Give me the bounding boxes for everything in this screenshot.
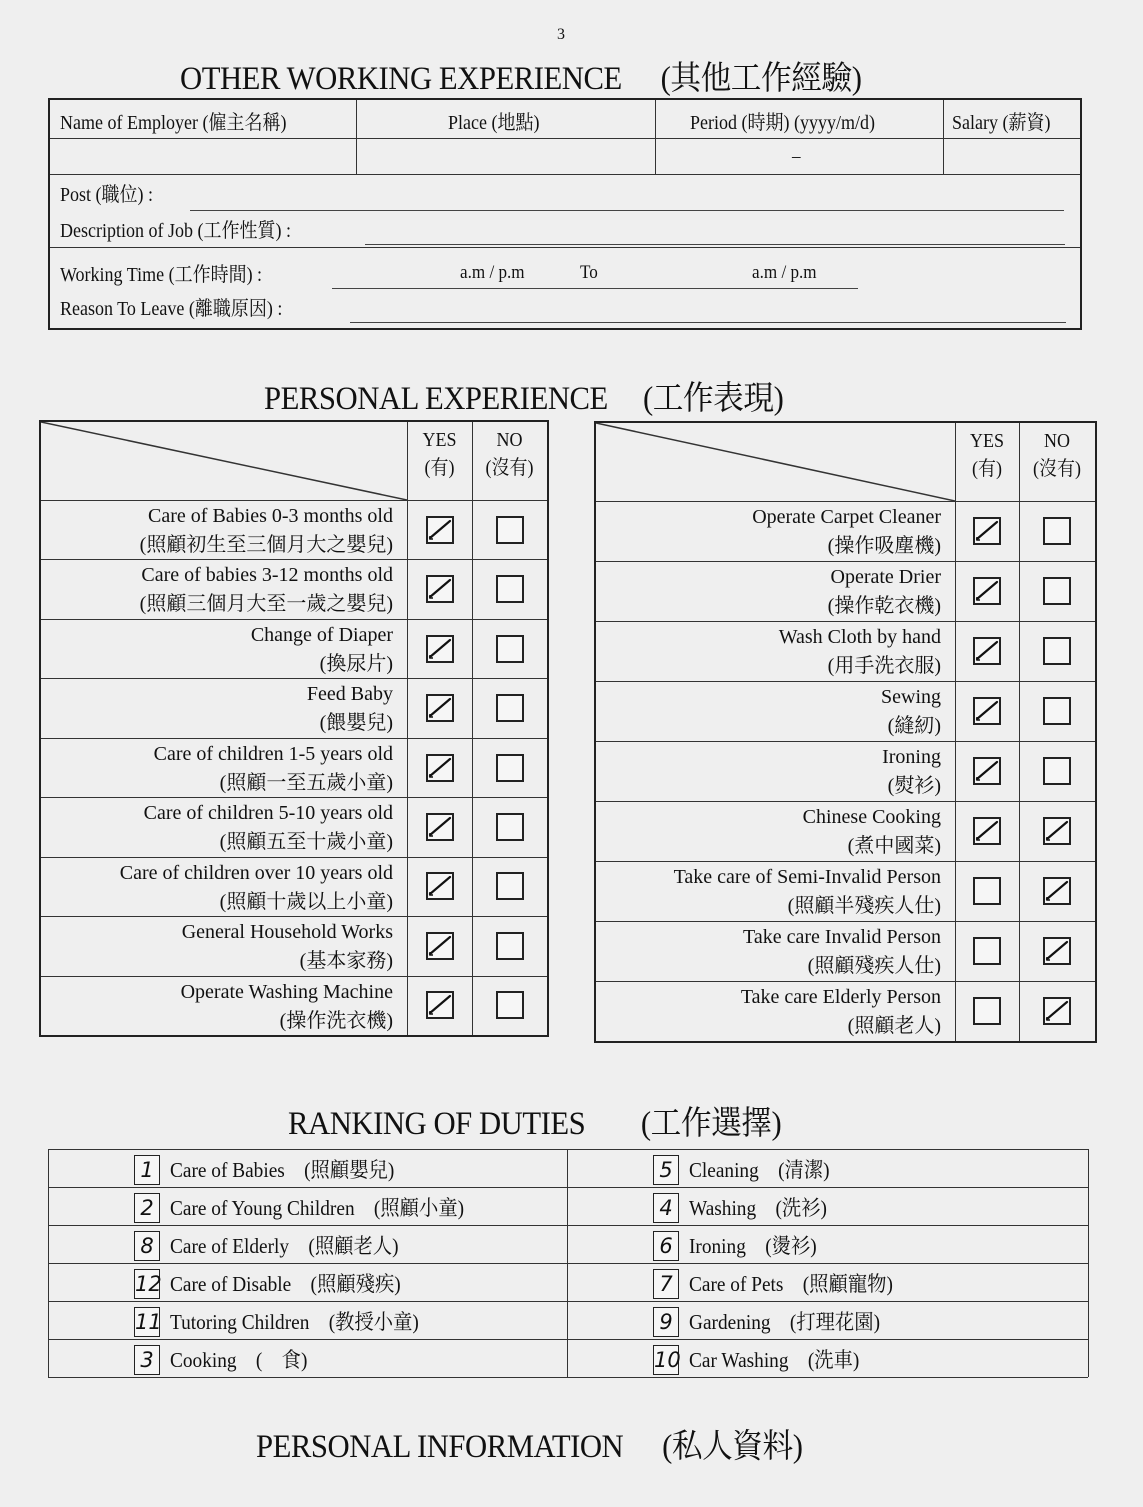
- yes-checkbox[interactable]: [426, 813, 454, 841]
- no-checkbox[interactable]: [496, 754, 524, 782]
- rk-title-zh: (工作選擇): [640, 1106, 782, 1142]
- rank-number-box[interactable]: 10: [653, 1345, 679, 1375]
- ranking-item-label: Tutoring Children (教授小童): [170, 1310, 419, 1335]
- no-checkbox[interactable]: [1043, 757, 1071, 785]
- ranking-item-label: Cleaning (清潔): [689, 1158, 830, 1183]
- no-checkbox[interactable]: [1043, 997, 1071, 1025]
- experience-label-zh: (操作洗衣機): [279, 1009, 393, 1032]
- experience-label-zh: (照顧一至五歲小童): [219, 771, 393, 794]
- col-salary: Salary (薪資): [952, 112, 1051, 134]
- owe-title-zh: (其他工作經驗): [660, 61, 862, 97]
- no-checkbox[interactable]: [1043, 817, 1071, 845]
- personal-experience-table-right: [594, 421, 1097, 1043]
- experience-label-zh: (操作吸塵機): [827, 535, 941, 557]
- experience-row-label: [307, 680, 393, 738]
- reason-label: Reason To Leave (離職原因) :: [60, 298, 283, 320]
- no-header-en: NO: [1043, 430, 1070, 452]
- experience-label-en: General Household Works: [181, 921, 393, 944]
- yes-checkbox[interactable]: [973, 997, 1001, 1025]
- experience-row-label: [182, 918, 393, 976]
- no-header-zh: (沒有): [1032, 458, 1081, 480]
- col-period: Period (時期) (yyyy/m/d): [690, 112, 875, 134]
- ranking-item-label: Car Washing (洗車): [689, 1348, 860, 1373]
- experience-label-zh: (操作乾衣機): [827, 595, 941, 617]
- experience-label-en: Operate Washing Machine: [180, 980, 393, 1003]
- experience-label-zh: (熨衫): [887, 775, 941, 797]
- rank-number-box[interactable]: 7: [653, 1269, 679, 1299]
- header-diagonal-line: [41, 422, 407, 500]
- no-checkbox[interactable]: [496, 932, 524, 960]
- yes-checkbox[interactable]: [426, 991, 454, 1019]
- no-checkbox[interactable]: [496, 813, 524, 841]
- yes-header: [410, 426, 469, 482]
- yes-checkbox[interactable]: [426, 635, 454, 663]
- ranking-item: [134, 1151, 414, 1185]
- yes-checkbox[interactable]: [973, 637, 1001, 665]
- rank-number-box[interactable]: 11: [134, 1307, 160, 1337]
- yes-checkbox[interactable]: [426, 932, 454, 960]
- experience-row-label: [140, 561, 393, 619]
- other-working-experience-title: [180, 52, 861, 99]
- experience-row-label: [752, 503, 941, 561]
- ranking-item-label: Care of Disable (照顧殘疾): [170, 1272, 401, 1297]
- yes-checkbox[interactable]: [973, 817, 1001, 845]
- experience-label-zh: (基本家務): [299, 950, 393, 973]
- yes-checkbox[interactable]: [973, 757, 1001, 785]
- ranking-item-label: Washing (洗衫): [689, 1196, 827, 1221]
- no-checkbox[interactable]: [1043, 637, 1071, 665]
- no-checkbox[interactable]: [1043, 697, 1071, 725]
- ranking-item: [134, 1341, 319, 1375]
- experience-row-label: [743, 923, 941, 981]
- experience-label-en: Care of children 1-5 years old: [153, 742, 393, 765]
- experience-label-zh: (照顧十歲以上小童): [219, 890, 393, 913]
- other-working-experience-form: [48, 98, 1082, 330]
- ranking-item: [653, 1189, 839, 1223]
- ranking-of-duties-title: [288, 1097, 781, 1144]
- rank-number-box[interactable]: 8: [134, 1231, 160, 1261]
- no-checkbox[interactable]: [496, 694, 524, 722]
- rank-number-box[interactable]: 12: [134, 1269, 160, 1299]
- yes-header: [958, 427, 1016, 483]
- personal-experience-title: [264, 372, 783, 419]
- col-employer: Name of Employer (僱主名稱): [60, 112, 287, 134]
- experience-label-en: Sewing: [881, 686, 941, 708]
- am-pm-from: a.m / p.m: [460, 262, 525, 283]
- col-place: Place (地點): [448, 112, 540, 134]
- yes-header-en: YES: [422, 429, 457, 451]
- experience-row-label: [251, 621, 393, 679]
- working-time-label: Working Time (工作時間) :: [60, 264, 263, 286]
- personal-information-title: [256, 1420, 803, 1467]
- ranking-item: [653, 1227, 828, 1261]
- experience-label-en: Chinese Cooking: [802, 806, 941, 828]
- yes-checkbox[interactable]: [426, 694, 454, 722]
- yes-checkbox[interactable]: [973, 937, 1001, 965]
- post-label: Post (職位) :: [60, 184, 154, 206]
- reason-input-line[interactable]: [350, 322, 1066, 323]
- rank-number-box[interactable]: 3: [134, 1345, 160, 1375]
- no-header-zh: (沒有): [485, 457, 534, 479]
- pe-title-en: PERSONAL EXPERIENCE: [264, 381, 608, 417]
- yes-header-zh: (有): [424, 457, 455, 479]
- header-diagonal-line: [596, 423, 955, 501]
- yes-checkbox[interactable]: [973, 877, 1001, 905]
- experience-label-zh: (照顧老人): [847, 1015, 941, 1037]
- experience-row-label: [882, 743, 941, 801]
- yes-header-en: YES: [969, 430, 1005, 452]
- experience-label-en: Feed Baby: [306, 683, 393, 706]
- experience-label-en: Operate Drier: [830, 566, 941, 588]
- experience-label-en: Take care Elderly Person: [740, 986, 941, 1008]
- no-header-en: NO: [496, 429, 523, 451]
- experience-label-en: Take care of Semi-Invalid Person: [673, 866, 941, 888]
- ranking-item: [653, 1303, 897, 1337]
- no-header: [476, 426, 544, 482]
- ranking-item-label: Ironing (燙衫): [689, 1234, 817, 1259]
- experience-row-label: [881, 683, 941, 741]
- pi-title-zh: (私人資料): [662, 1429, 803, 1465]
- yes-checkbox[interactable]: [973, 577, 1001, 605]
- experience-label-zh: (照顧半殘疾人仕): [787, 895, 941, 917]
- experience-row-label: [144, 799, 393, 857]
- ranking-item: [653, 1265, 911, 1299]
- yes-checkbox[interactable]: [973, 517, 1001, 545]
- rank-number-box[interactable]: 6: [653, 1231, 679, 1261]
- experience-label-zh: (照顧五至十歲小童): [219, 831, 393, 854]
- post-input-line[interactable]: [190, 210, 1064, 211]
- no-checkbox[interactable]: [1043, 877, 1071, 905]
- no-checkbox[interactable]: [496, 872, 524, 900]
- working-time-input-line[interactable]: [332, 288, 858, 289]
- experience-row-label: [154, 740, 393, 798]
- am-pm-to: a.m / p.m: [752, 262, 817, 283]
- no-checkbox[interactable]: [1043, 937, 1071, 965]
- to-label: To: [580, 262, 598, 283]
- description-input-line[interactable]: [365, 244, 1065, 245]
- experience-row-label: [674, 863, 941, 921]
- period-dash: –: [792, 146, 801, 167]
- place-input[interactable]: [356, 138, 625, 174]
- experience-row-label: [140, 502, 393, 560]
- experience-label-en: Care of children 5-10 years old: [143, 802, 393, 825]
- page-number: 3: [557, 26, 565, 43]
- experience-label-zh: (用手洗衣服): [827, 655, 941, 677]
- rank-number-box[interactable]: 4: [653, 1193, 679, 1223]
- no-checkbox[interactable]: [496, 516, 524, 544]
- salary-input[interactable]: [943, 138, 1070, 174]
- experience-label-zh: (照顧殘疾人仕): [807, 955, 941, 977]
- experience-row-label: [828, 563, 941, 621]
- ranking-item-label: Care of Young Children (照顧小童): [170, 1196, 465, 1221]
- rank-number-box[interactable]: 5: [653, 1155, 679, 1185]
- experience-label-en: Operate Carpet Cleaner: [752, 506, 941, 528]
- ranking-item: [653, 1341, 874, 1375]
- pi-title-en: PERSONAL INFORMATION: [256, 1429, 624, 1465]
- ranking-item: [134, 1227, 418, 1261]
- rank-number-box[interactable]: 2: [134, 1193, 160, 1223]
- ranking-item-label: Gardening (打理花園): [689, 1310, 881, 1335]
- experience-label-zh: (換尿片): [319, 652, 393, 675]
- owe-title-en: OTHER WORKING EXPERIENCE: [180, 61, 622, 97]
- no-header: [1023, 427, 1091, 483]
- yes-checkbox[interactable]: [426, 872, 454, 900]
- experience-row-label: [120, 859, 393, 917]
- experience-label-en: Change of Diaper: [250, 623, 393, 646]
- experience-row-label: [779, 623, 941, 681]
- yes-header-zh: (有): [971, 458, 1002, 480]
- pe-title-zh: (工作表現): [642, 381, 784, 417]
- experience-label-zh: (縫紉): [887, 715, 941, 737]
- experience-row-label: [741, 983, 941, 1041]
- experience-label-zh: (照顧初生至三個月大之嬰兒): [139, 534, 393, 556]
- experience-label-zh: (照顧三個月大至一歲之嬰兒): [139, 593, 393, 616]
- employer-input[interactable]: [50, 138, 325, 174]
- personal-experience-table-left: [39, 420, 549, 1037]
- experience-label-en: Ironing: [882, 746, 941, 768]
- ranking-table: [48, 1149, 1088, 1377]
- experience-row-label: [181, 978, 393, 1036]
- ranking-item-label: Care of Pets (照顧寵物): [689, 1272, 893, 1297]
- experience-label-en: Take care Invalid Person: [743, 926, 941, 948]
- yes-checkbox[interactable]: [426, 754, 454, 782]
- no-checkbox[interactable]: [1043, 517, 1071, 545]
- experience-row-label: [803, 803, 941, 861]
- ranking-item-label: Care of Babies (照顧嬰兒): [170, 1158, 395, 1183]
- ranking-item: [653, 1151, 842, 1185]
- experience-label-zh: (餵嬰兒): [319, 712, 393, 735]
- description-label: Description of Job (工作性質) :: [60, 220, 291, 242]
- ranking-item: [134, 1189, 490, 1223]
- no-checkbox[interactable]: [1043, 577, 1071, 605]
- no-checkbox[interactable]: [496, 991, 524, 1019]
- experience-label-en: Care of Babies 0-3 months old: [148, 505, 393, 527]
- ranking-item: [134, 1303, 440, 1337]
- experience-label-en: Care of children over 10 years old: [119, 861, 393, 884]
- ranking-item-label: Cooking ( 食): [170, 1348, 308, 1373]
- experience-label-zh: (煮中國菜): [847, 835, 941, 857]
- experience-label-en: Care of babies 3-12 months old: [141, 564, 393, 587]
- no-checkbox[interactable]: [496, 575, 524, 603]
- rank-number-box[interactable]: 9: [653, 1307, 679, 1337]
- yes-checkbox[interactable]: [426, 516, 454, 544]
- rank-number-box[interactable]: 1: [134, 1155, 160, 1185]
- ranking-item-label: Care of Elderly (照顧老人): [170, 1234, 399, 1259]
- experience-label-en: Wash Cloth by hand: [778, 626, 941, 648]
- ranking-item: [134, 1265, 421, 1299]
- yes-checkbox[interactable]: [426, 575, 454, 603]
- no-checkbox[interactable]: [496, 635, 524, 663]
- yes-checkbox[interactable]: [973, 697, 1001, 725]
- rk-title-en: RANKING OF DUTIES: [288, 1106, 586, 1142]
